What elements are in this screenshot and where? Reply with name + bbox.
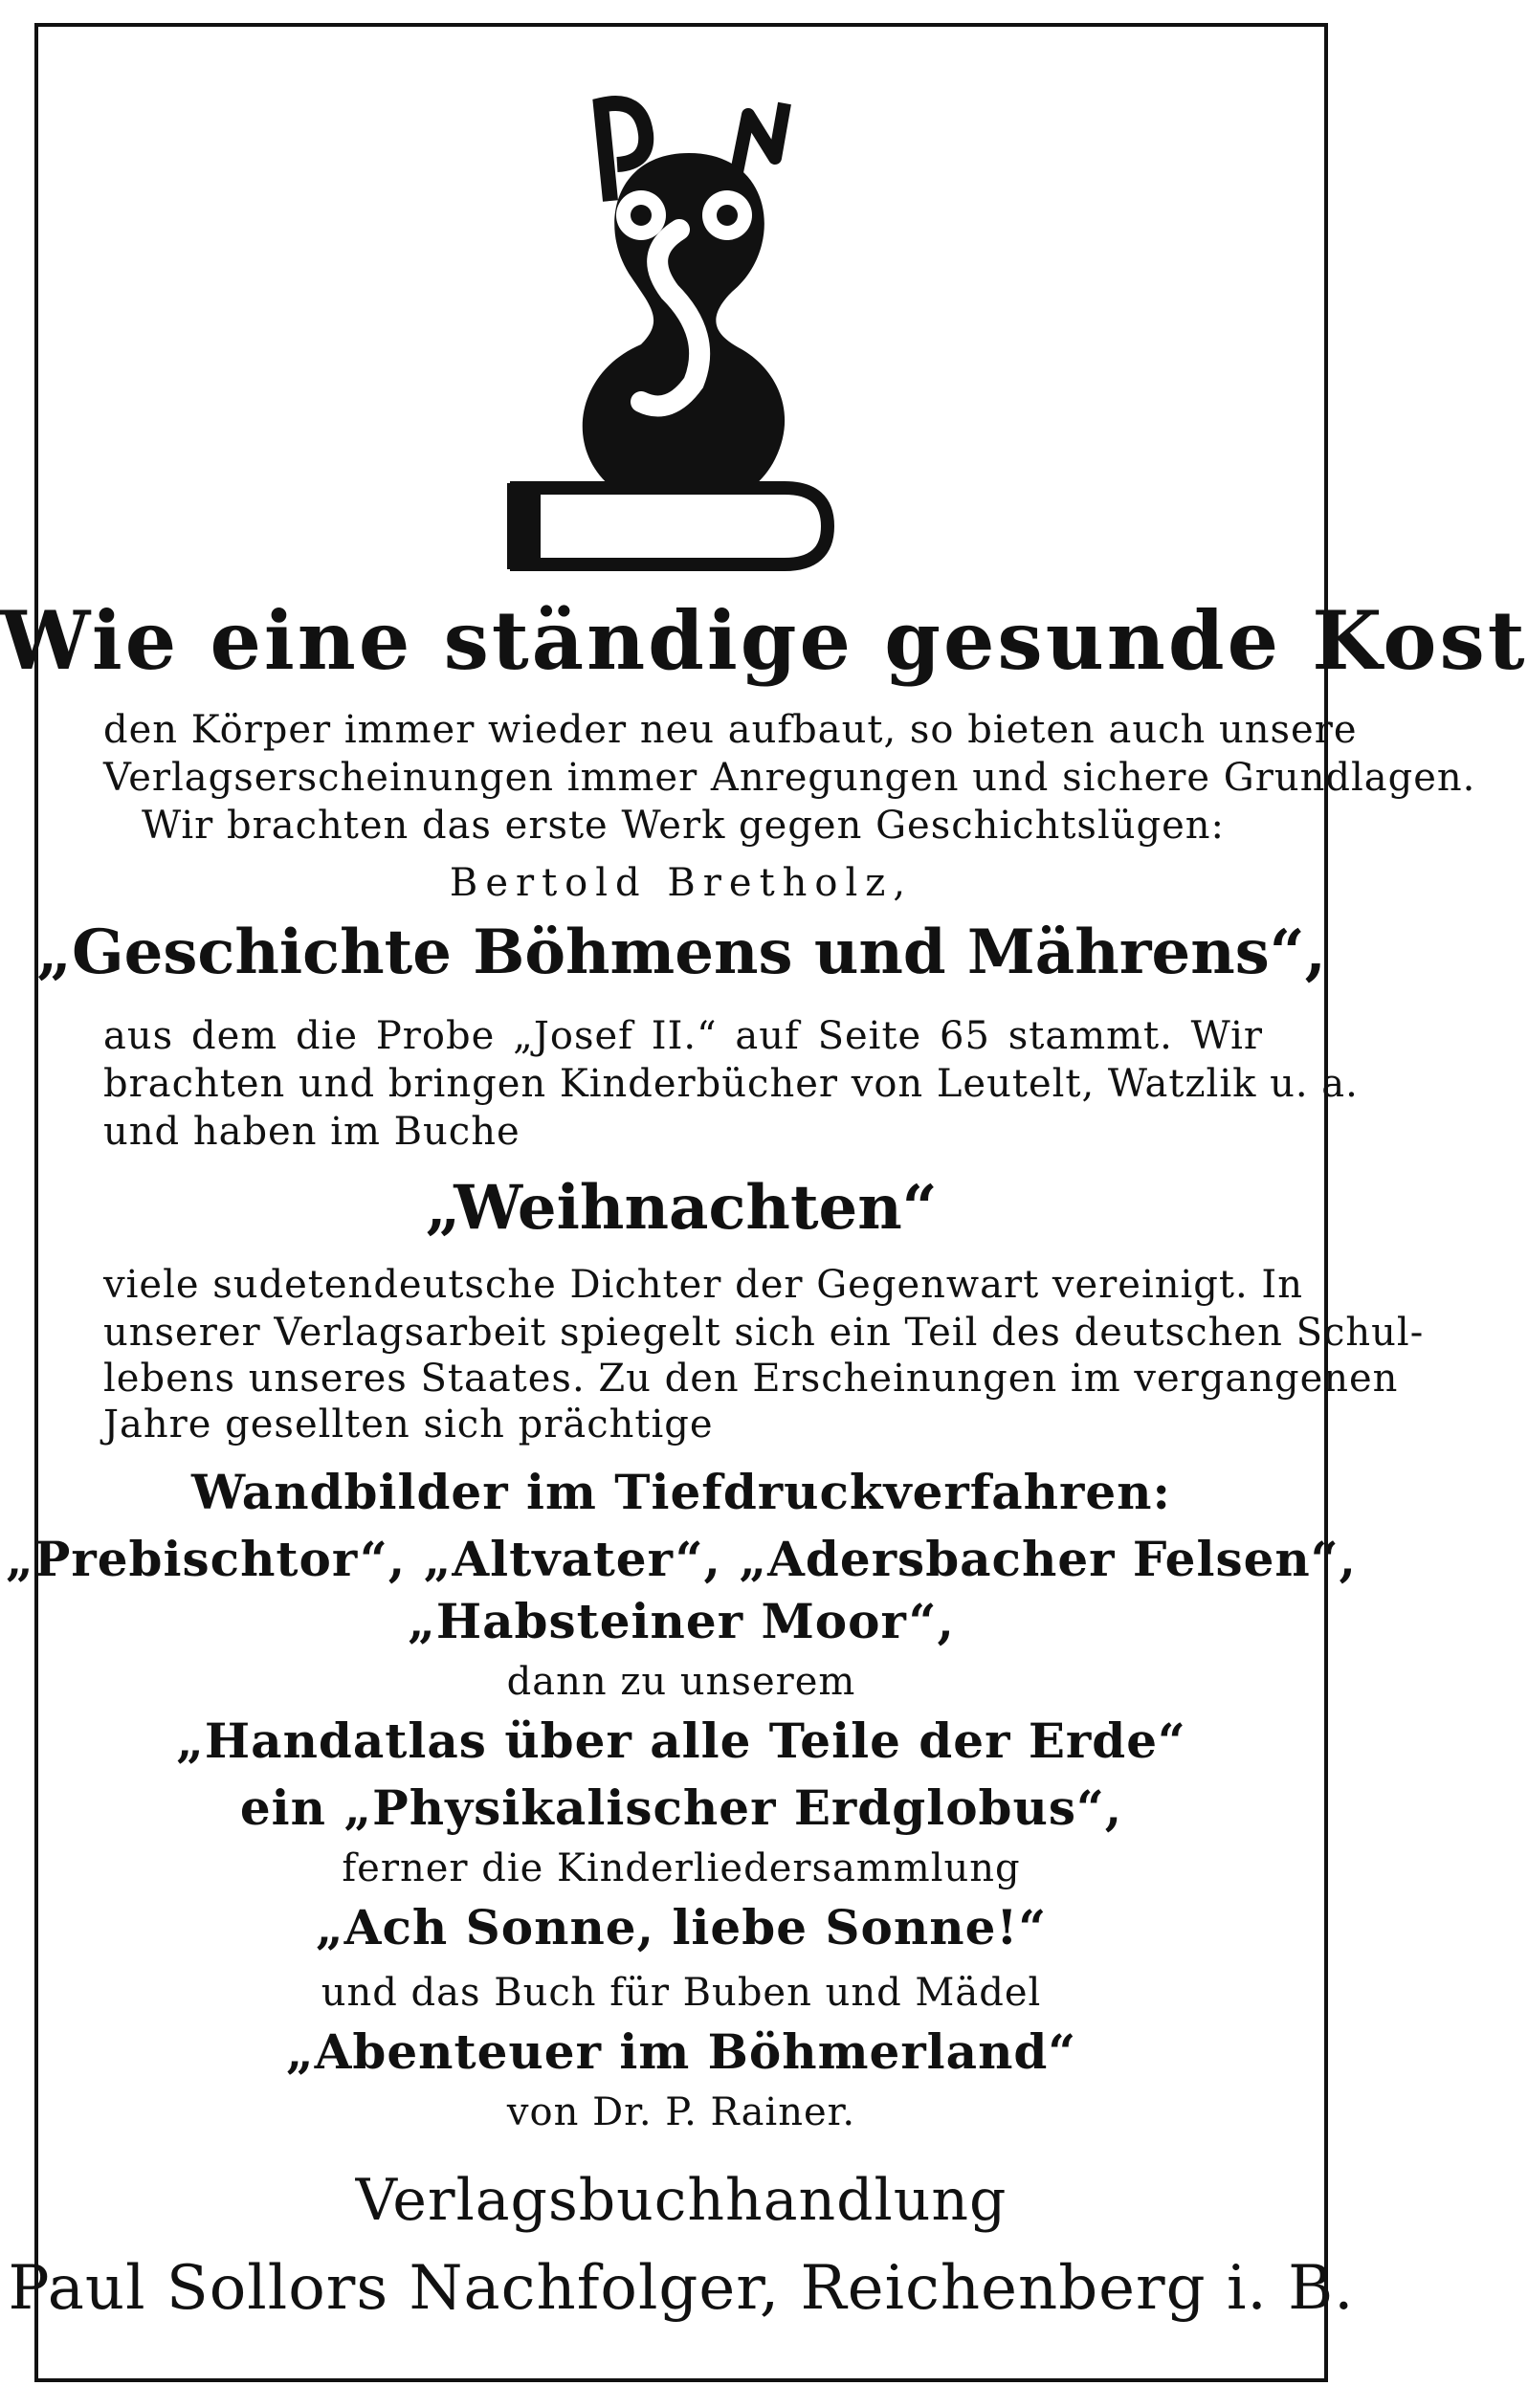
wandbilder-titles-line2: „Habsteiner Moor“,	[408, 1593, 955, 1649]
intro-line-1: den Körper immer wieder neu aufbaut, so bieten auch unsere	[103, 708, 1358, 752]
publisher-label: Verlagsbuchhandlung	[355, 2167, 1008, 2234]
book-title-weihnachten: „Weihnachten“	[425, 1172, 938, 1244]
para3-line-4: Jahre gesellten sich prächtige	[103, 1403, 714, 1447]
para2-line-2: brachten und bringen Kinderbücher von Leutelt, Watzlik u. a.	[103, 1062, 1359, 1106]
author-rainer: von Dr. P. Rainer.	[506, 2090, 856, 2134]
para2-line-1: aus dem die Probe „Josef II.“ auf Seite 65 stammt. Wir	[103, 1014, 1263, 1058]
handatlas-title: „Handatlas über alle Teile der Erde“	[176, 1712, 1186, 1769]
wandbilder-titles-line1: „Prebischtor“, „Altvater“, „Adersbacher Felsen“,	[6, 1531, 1357, 1587]
para3-line-1: viele sudetendeutsche Dichter der Gegenwart vereinigt. In	[103, 1263, 1303, 1307]
ferner-line: ferner die Kinderliedersammlung	[342, 1846, 1021, 1890]
intro-line-2: Verlagserscheinungen immer Anregungen und sichere Grundlagen.	[103, 756, 1476, 800]
para2-line-3: und haben im Buche	[103, 1110, 520, 1154]
publisher-owl-logo-icon	[498, 86, 880, 574]
headline: Wie eine ständige gesunde Kost	[0, 593, 1528, 688]
dann-line: dann zu unserem	[506, 1660, 856, 1704]
wandbilder-heading: Wandbilder im Tiefdruckverfahren:	[191, 1464, 1171, 1520]
erdglobus-line: ein „Physikalischer Erdglobus“,	[239, 1779, 1123, 1836]
para3-line-3: lebens unseres Staates. Zu den Erscheinungen im vergangenen	[103, 1357, 1399, 1401]
para3-line-2: unserer Verlagsarbeit spiegelt sich ein Teil des deutschen Schul-	[103, 1311, 1425, 1355]
abenteuer-title: „Abenteuer im Böhmerland“	[285, 2023, 1077, 2080]
author-name: Bertold Bretholz,	[449, 861, 914, 905]
publisher-name: Paul Sollors Nachfolger, Reichenberg i. B.	[8, 2253, 1355, 2324]
buch-line: und das Buch für Buben und Mädel	[321, 1971, 1042, 2015]
book-title-geschichte: „Geschichte Böhmens und Mährens“,	[36, 917, 1326, 988]
sonne-title: „Ach Sonne, liebe Sonne!“	[315, 1899, 1048, 1955]
intro-line-3: Wir brachten das erste Werk gegen Geschichtslügen:	[141, 804, 1226, 848]
